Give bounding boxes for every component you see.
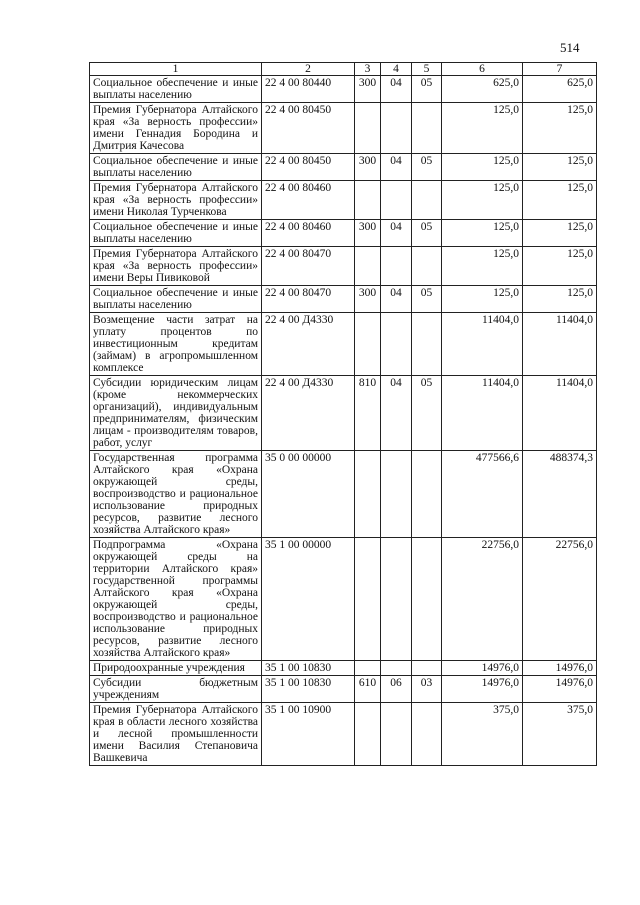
row-col4 — [381, 247, 412, 286]
row-col3 — [355, 313, 381, 376]
header-cell: 4 — [381, 63, 412, 76]
row-code: 22 4 00 80460 — [262, 220, 355, 247]
row-col5: 05 — [412, 76, 442, 103]
row-col5 — [412, 103, 442, 154]
row-value-6: 125,0 — [442, 247, 523, 286]
row-name: Субсидии юридическим лицам (кроме некоммерческих организаций), индивидуальным предпринимателям, физическим лицам - производителям товаров, работ, услуг — [90, 376, 262, 451]
page-number: 514 — [560, 40, 580, 55]
row-name: Природоохранные учреждения — [90, 661, 262, 676]
row-code: 22 4 00 80470 — [262, 286, 355, 313]
table-row — [90, 451, 597, 538]
table-row — [90, 181, 597, 220]
row-value-7: 125,0 — [523, 220, 597, 247]
row-col4: 04 — [381, 220, 412, 247]
table-row — [90, 376, 597, 451]
row-value-6: 125,0 — [442, 181, 523, 220]
row-value-7: 11404,0 — [523, 313, 597, 376]
row-value-6: 375,0 — [442, 703, 523, 766]
row-col4: 04 — [381, 286, 412, 313]
row-col4: 06 — [381, 676, 412, 703]
row-value-7: 125,0 — [523, 247, 597, 286]
row-col4: 04 — [381, 76, 412, 103]
row-name: Возмещение части затрат на уплату процентов по инвестиционным кредитам (займам) в агропромышленном комплексе — [90, 313, 262, 376]
row-col3 — [355, 661, 381, 676]
row-col3: 300 — [355, 76, 381, 103]
table-row — [90, 313, 597, 376]
row-col4 — [381, 661, 412, 676]
row-col3: 610 — [355, 676, 381, 703]
row-col5 — [412, 661, 442, 676]
row-col3 — [355, 703, 381, 766]
row-value-6: 125,0 — [442, 154, 523, 181]
row-col4 — [381, 703, 412, 766]
row-value-7: 22756,0 — [523, 538, 597, 661]
row-value-7: 488374,3 — [523, 451, 597, 538]
row-code: 22 4 00 80440 — [262, 76, 355, 103]
header-cell: 3 — [355, 63, 381, 76]
row-col3: 810 — [355, 376, 381, 451]
row-col4 — [381, 103, 412, 154]
row-code: 22 4 00 80460 — [262, 181, 355, 220]
row-col3 — [355, 538, 381, 661]
row-name: Социальное обеспечение и иные выплаты населению — [90, 76, 262, 103]
row-value-7: 375,0 — [523, 703, 597, 766]
row-value-6: 11404,0 — [442, 313, 523, 376]
row-col5: 03 — [412, 676, 442, 703]
row-col4: 04 — [381, 376, 412, 451]
row-col5 — [412, 538, 442, 661]
row-code: 35 1 00 10900 — [262, 703, 355, 766]
row-name: Премия Губернатора Алтайского края в области лесного хозяйства и лесной промышленности имени Василия Степановича Вашкевича — [90, 703, 262, 766]
row-value-7: 125,0 — [523, 154, 597, 181]
row-name: Социальное обеспечение и иные выплаты населению — [90, 154, 262, 181]
row-code: 22 4 00 80450 — [262, 103, 355, 154]
row-value-6: 125,0 — [442, 220, 523, 247]
header-cell: 1 — [90, 63, 262, 76]
row-col3 — [355, 247, 381, 286]
row-col3: 300 — [355, 220, 381, 247]
row-value-6: 14976,0 — [442, 661, 523, 676]
row-col3 — [355, 451, 381, 538]
row-code: 22 4 00 Д4330 — [262, 313, 355, 376]
row-name: Подпрограмма «Охрана окружающей среды на территории Алтайского края» государственной программы Алтайского края «Охрана окружающей среды, воспроизводство и рациональное использование природных ресурсов, развитие лесного хозяйства Алтайского края» — [90, 538, 262, 661]
row-col4 — [381, 313, 412, 376]
table-row — [90, 286, 597, 313]
row-col5: 05 — [412, 286, 442, 313]
row-col5 — [412, 181, 442, 220]
table-row — [90, 76, 597, 103]
row-name: Социальное обеспечение и иные выплаты населению — [90, 286, 262, 313]
row-value-6: 625,0 — [442, 76, 523, 103]
row-value-7: 14976,0 — [523, 661, 597, 676]
row-col5 — [412, 703, 442, 766]
row-value-7: 125,0 — [523, 103, 597, 154]
row-value-7: 11404,0 — [523, 376, 597, 451]
row-value-6: 125,0 — [442, 286, 523, 313]
row-col3: 300 — [355, 154, 381, 181]
row-col4 — [381, 538, 412, 661]
row-name: Премия Губернатора Алтайского края «За верность профессии» имени Веры Пивиковой — [90, 247, 262, 286]
row-code: 22 4 00 80470 — [262, 247, 355, 286]
row-col4 — [381, 181, 412, 220]
row-col4 — [381, 451, 412, 538]
row-value-7: 14976,0 — [523, 676, 597, 703]
row-name: Субсидии бюджетным учреждениям — [90, 676, 262, 703]
row-code: 35 1 00 10830 — [262, 661, 355, 676]
header-cell: 2 — [262, 63, 355, 76]
table-row — [90, 538, 597, 661]
row-col5: 05 — [412, 154, 442, 181]
row-code: 22 4 00 Д4330 — [262, 376, 355, 451]
row-value-6: 11404,0 — [442, 376, 523, 451]
table-row — [90, 703, 597, 766]
row-col4: 04 — [381, 154, 412, 181]
table-row — [90, 661, 597, 676]
row-col5 — [412, 313, 442, 376]
row-code: 22 4 00 80450 — [262, 154, 355, 181]
table-row — [90, 220, 597, 247]
row-code: 35 1 00 00000 — [262, 538, 355, 661]
row-code: 35 1 00 10830 — [262, 676, 355, 703]
row-name: Государственная программа Алтайского края «Охрана окружающей среды, воспроизводство и рациональное использование природных ресурсов, развитие лесного хозяйства Алтайского края» — [90, 451, 262, 538]
row-name: Социальное обеспечение и иные выплаты населению — [90, 220, 262, 247]
header-cell: 6 — [442, 63, 523, 76]
row-col3 — [355, 103, 381, 154]
row-col5 — [412, 451, 442, 538]
table-row — [90, 247, 597, 286]
table-row — [90, 154, 597, 181]
table-row — [90, 676, 597, 703]
row-value-6: 22756,0 — [442, 538, 523, 661]
row-value-6: 477566,6 — [442, 451, 523, 538]
row-col3 — [355, 181, 381, 220]
row-name: Премия Губернатора Алтайского края «За верность профессии» имени Геннадия Бородина и Дмитрия Качесова — [90, 103, 262, 154]
table-row — [90, 103, 597, 154]
row-col5: 05 — [412, 376, 442, 451]
row-col5: 05 — [412, 220, 442, 247]
header-cell: 5 — [412, 63, 442, 76]
budget-table — [89, 62, 597, 766]
row-code: 35 0 00 00000 — [262, 451, 355, 538]
row-value-7: 125,0 — [523, 181, 597, 220]
row-name: Премия Губернатора Алтайского края «За верность профессии» имени Николая Турченкова — [90, 181, 262, 220]
row-value-6: 125,0 — [442, 103, 523, 154]
row-col3: 300 — [355, 286, 381, 313]
row-value-6: 14976,0 — [442, 676, 523, 703]
row-value-7: 125,0 — [523, 286, 597, 313]
row-value-7: 625,0 — [523, 76, 597, 103]
row-col5 — [412, 247, 442, 286]
header-row — [90, 63, 597, 76]
header-cell: 7 — [523, 63, 597, 76]
